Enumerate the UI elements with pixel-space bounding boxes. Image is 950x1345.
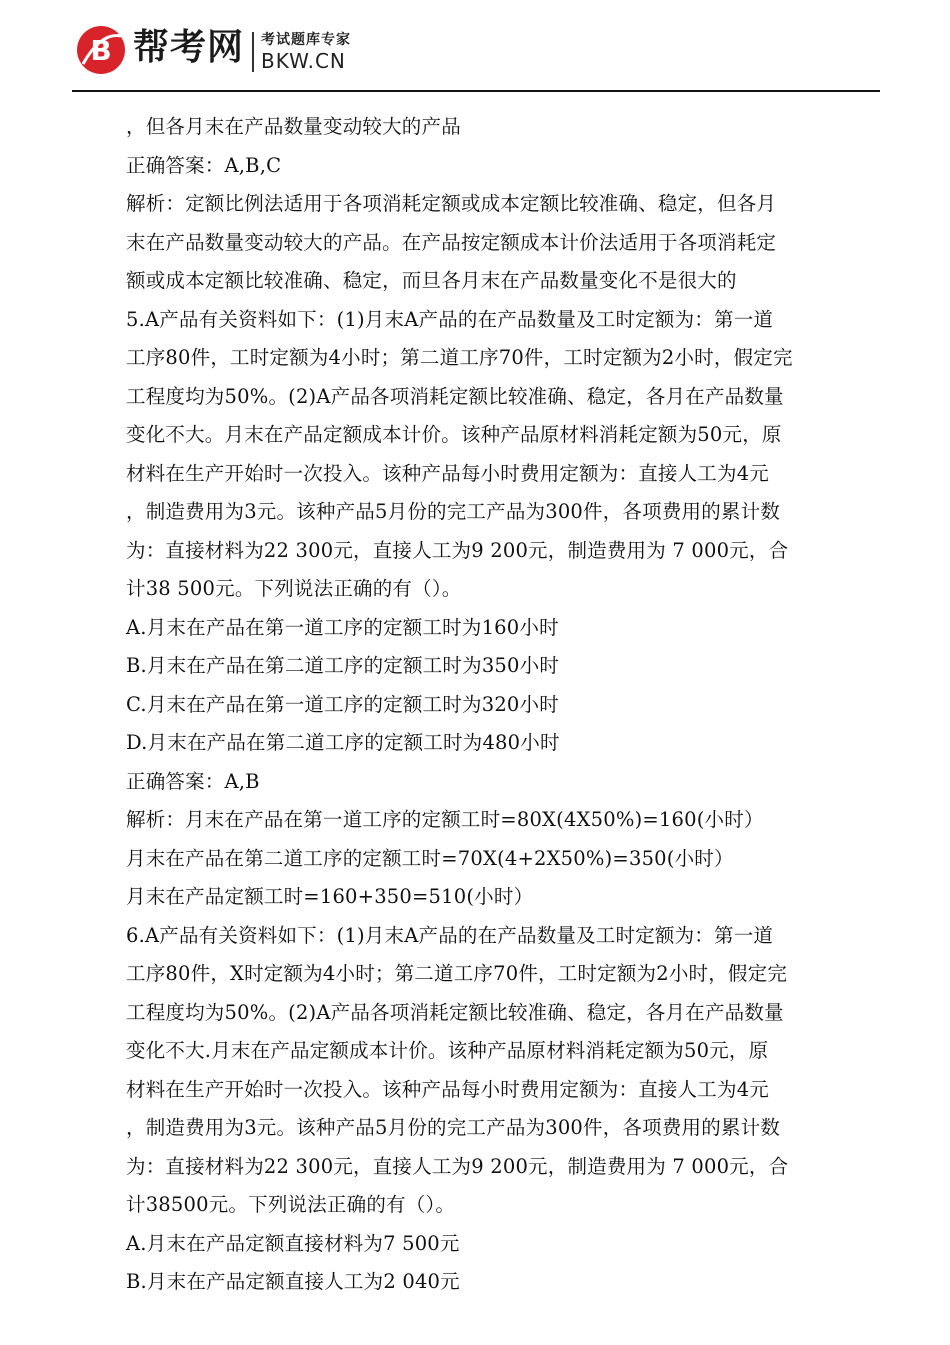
document-body (126, 108, 866, 1302)
brand-domain: BKW.CN (261, 49, 346, 73)
text-line: 月末在产品定额工时=160+350=510(小时） (126, 885, 534, 908)
text-line: 计38 500元。下列说法正确的有（）。 (126, 577, 462, 600)
text-line: 为：直接材料为22 300元，直接人工为9 200元，制造费用为 7 000元，合 (126, 538, 789, 562)
option-d: D.月末在产品在第二道工序的定额工时为480小时 (126, 731, 560, 754)
question-line: 6.A产品有关资料如下：(1)月末A产品的在产品数量及工时定额为：第一道 (126, 923, 774, 947)
page-header (75, 18, 880, 90)
answer-line: 正确答案：A,B,C (126, 153, 282, 177)
text-line: ，制造费用为3元。该种产品5月份的完工产品为300件，各项费用的累计数 (126, 500, 781, 523)
brand-name: 帮考网 (133, 27, 245, 68)
text-line: 工序80件，X时定额为4小时；第二道工序70件，工时定额为2小时，假定完 (126, 962, 788, 985)
text-line: 工程度均为50%。(2)A产品各项消耗定额比较准确、稳定，各月在产品数量 (126, 1000, 784, 1024)
option-c: C.月末在产品在第一道工序的定额工时为320小时 (126, 692, 559, 716)
text-line: 为：直接材料为22 300元，直接人工为9 200元，制造费用为 7 000元，合 (126, 1154, 789, 1178)
option-b: B.月末在产品定额直接人工为2 040元 (126, 1270, 460, 1293)
option-a: A.月末在产品在第一道工序的定额工时为160小时 (126, 615, 559, 639)
text-line: 材料在生产开始时一次投入。该种产品每小时费用定额为：直接人工为4元 (126, 1077, 770, 1101)
brand-slogan: 考试题库专家 (261, 32, 351, 48)
text-line: 工程度均为50%。(2)A产品各项消耗定额比较准确、稳定，各月在产品数量 (126, 384, 784, 408)
option-b: B.月末在产品在第二道工序的定额工时为350小时 (126, 654, 560, 677)
logo-letter: B (90, 34, 112, 67)
text-line: 月末在产品在第二道工序的定额工时=70X(4+2X50%)=350(小时） (126, 846, 734, 870)
text-line: 额或成本定额比较准确、稳定，而旦各月末在产品数量变化不是很大的 (126, 269, 737, 292)
text-line: ，但各月末在产品数量变动较大的产品 (126, 115, 461, 138)
text-line: 计38500元。下列说法正确的有（）。 (126, 1193, 456, 1216)
text-line: 变化不大。月末在产品定额成本计价。该种产品原材料消耗定额为50元，原 (126, 423, 782, 446)
analysis-line: 解析：月末在产品在第一道工序的定额工时=80X(4X50%)=160(小时） (126, 808, 764, 831)
logo-divider (252, 32, 254, 72)
text-line: 末在产品数量变动较大的产品。在产品按定额成本计价法适用于各项消耗定 (126, 230, 777, 254)
option-a: A.月末在产品定额直接材料为7 500元 (126, 1231, 460, 1255)
text-line: 变化不大.月末在产品定额成本计价。该种产品原材料消耗定额为50元，原 (126, 1039, 769, 1062)
question-line: 5.A产品有关资料如下：(1)月末A产品的在产品数量及工时定额为：第一道 (126, 307, 774, 331)
text-line: 工序80件，工时定额为4小时；第二道工序70件，工时定额为2小时，假定完 (126, 346, 793, 369)
text-line: 材料在生产开始时一次投入。该种产品每小时费用定额为：直接人工为4元 (126, 461, 770, 485)
text-line: ，制造费用为3元。该种产品5月份的完工产品为300件，各项费用的累计数 (126, 1116, 781, 1139)
answer-line: 正确答案：A,B (126, 769, 260, 793)
header-divider (72, 90, 880, 92)
analysis-line: 解析：定额比例法适用于各项消耗定额或成本定额比较准确、稳定，但各月 (126, 192, 777, 215)
brand-logo-icon (75, 24, 127, 76)
